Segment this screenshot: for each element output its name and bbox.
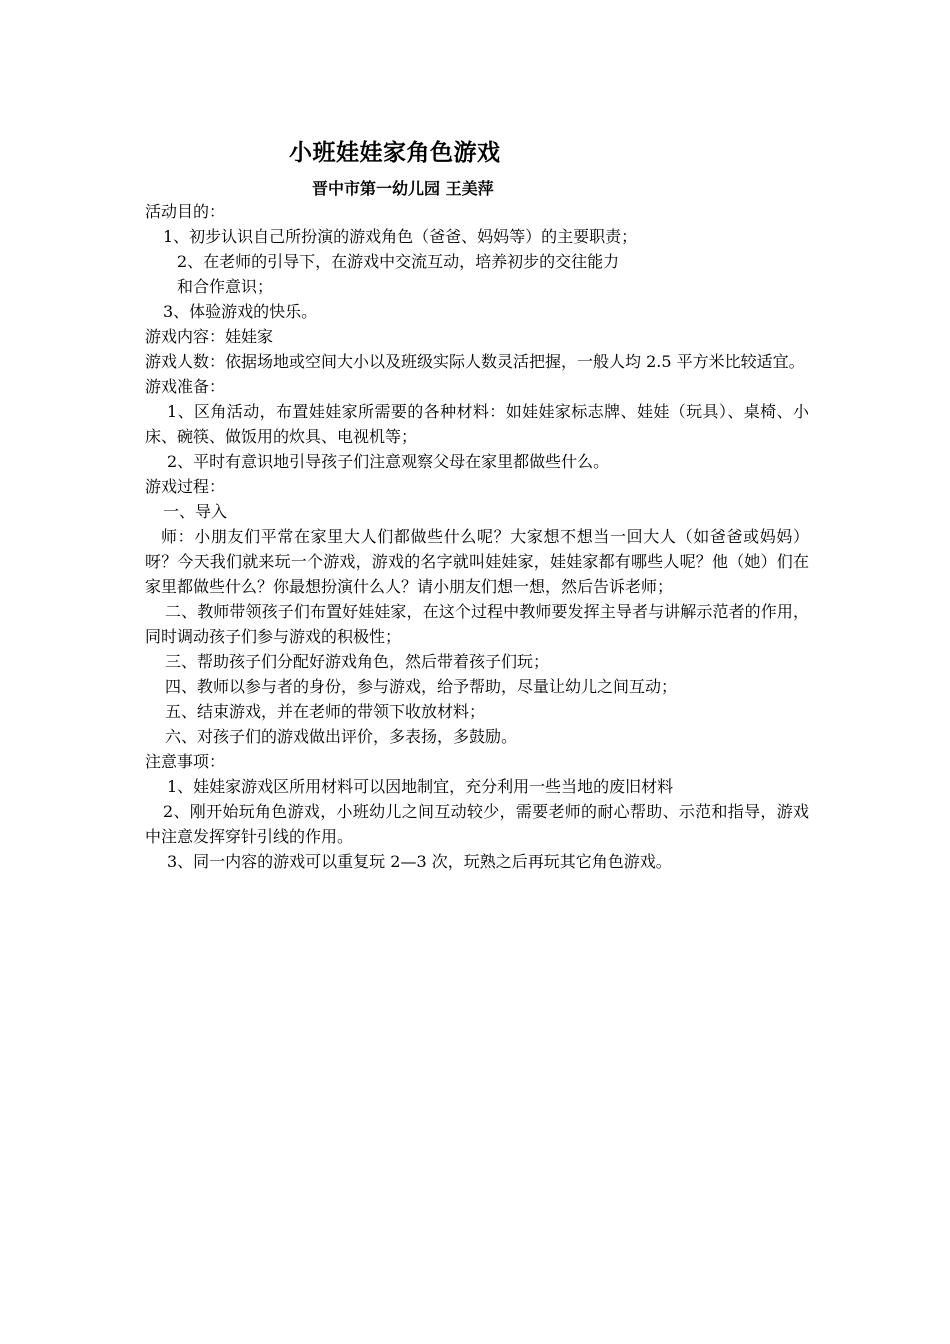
purpose-item-3: 3、体验游戏的快乐。 — [163, 302, 318, 321]
purpose-heading: 活动目的： — [145, 202, 226, 221]
purpose-item-2: 2、在老师的引导下，在游戏中交流互动，培养初步的交往能力 — [177, 252, 620, 271]
preparation-heading: 游戏准备： — [145, 377, 226, 396]
purpose-item-2-continued: 和合作意识； — [177, 277, 274, 296]
process-step-6: 六、对孩子们的游戏做出评价，多表扬，多鼓励。 — [165, 727, 518, 746]
document-body — [145, 199, 809, 874]
process-heading: 游戏过程： — [145, 477, 226, 496]
process-step-3: 三、帮助孩子们分配好游戏角色，然后带着孩子们玩； — [165, 652, 550, 671]
preparation-item-2: 2、平时有意识地引导孩子们注意观察父母在家里都做些什么。 — [167, 452, 610, 471]
process-step-1: 一、导入 — [163, 502, 228, 521]
notes-heading: 注意事项： — [145, 752, 226, 771]
preparation-item-1: 1、区角活动，布置娃娃家所需要的各种材料：如娃娃家标志牌、娃娃（玩具）、桌椅、小床、碗筷、做饭用的炊具、电视机等； — [145, 402, 809, 446]
notes-item-3: 3、同一内容的游戏可以重复玩 2—3 次，玩熟之后再玩其它角色游戏。 — [167, 852, 672, 871]
process-step-2: 二、教师带领孩子们布置好娃娃家，在这个过程中教师要发挥主导者与讲解示范者的作用，同时调动孩子们参与游戏的积极性； — [145, 602, 809, 646]
process-teacher-speech: 师：小朋友们平常在家里大人们都做些什么呢？大家想不想当一回大人（如爸爸或妈妈）呀？今天我们就来玩一个游戏，游戏的名字就叫娃娃家，娃娃家都有哪些人呢？他（她）们在家里都做些什么？你最想扮演什么人？请小朋友们想一想，然后告诉老师； — [145, 527, 809, 596]
process-step-5: 五、结束游戏，并在老师的带领下收放材料； — [165, 702, 486, 721]
notes-item-2: 2、刚开始玩角色游戏，小班幼儿之间互动较少，需要老师的耐心帮助、示范和指导，游戏中注意发挥穿针引线的作用。 — [145, 802, 809, 846]
purpose-item-1: 1、初步认识自己所扮演的游戏角色（爸爸、妈妈等）的主要职责； — [163, 227, 638, 246]
process-step-4: 四、教师以参与者的身份，参与游戏，给予帮助，尽量让幼儿之间互动； — [165, 677, 678, 696]
game-people: 游戏人数：依据场地或空间大小以及班级实际人数灵活把握，一般人均 2.5 平方米比较适宜。 — [145, 352, 805, 371]
notes-item-1: 1、娃娃家游戏区所用材料可以因地制宜，充分利用一些当地的废旧材料 — [167, 777, 674, 796]
game-content: 游戏内容：娃娃家 — [145, 327, 274, 346]
document-title: 小班娃娃家角色游戏 — [289, 139, 501, 166]
document-author: 晋中市第一幼儿园 王美萍 — [312, 179, 494, 198]
